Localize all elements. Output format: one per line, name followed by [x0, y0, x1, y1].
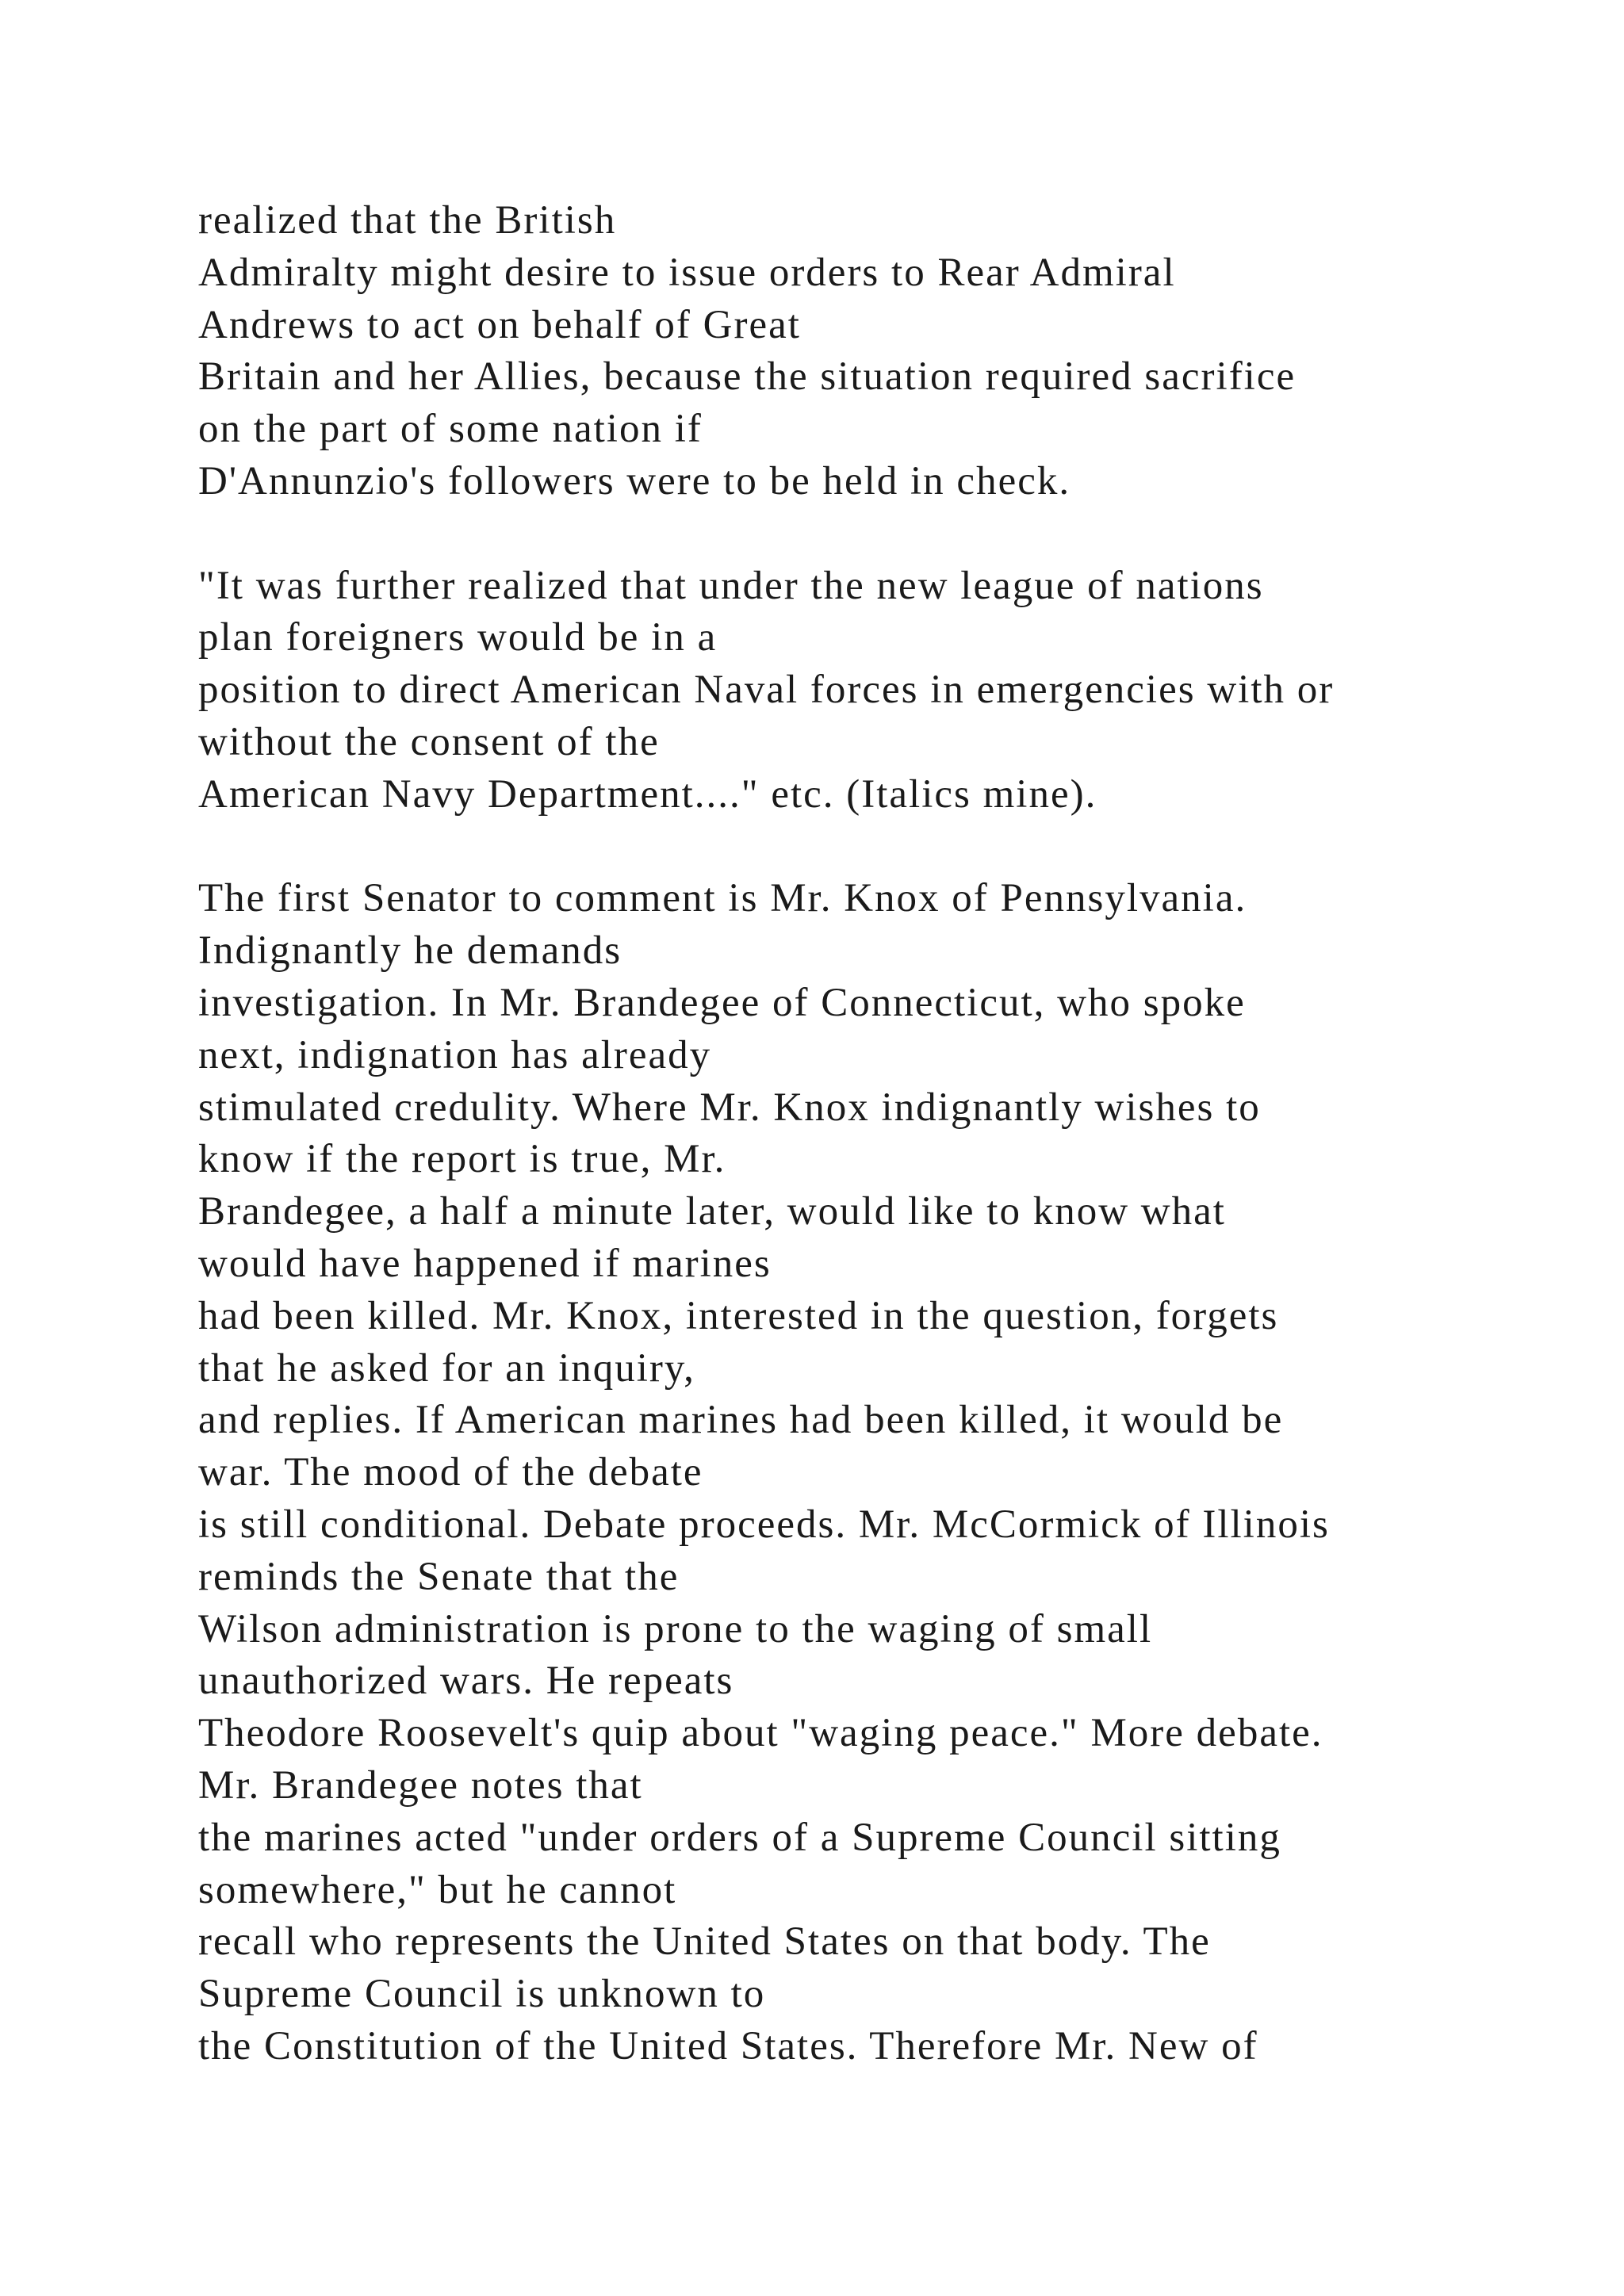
text-line: "It was further realized that under the new league of nations — [198, 563, 1264, 608]
text-line: Supreme Council is unknown to — [198, 1972, 766, 2017]
text-line: know if the report is true, Mr. — [198, 1137, 726, 1182]
text-line: Brandegee, a half a minute later, would like to know what — [198, 1189, 1226, 1234]
text-line: is still conditional. Debate proceeds. Mr. McCormick of Illinois — [198, 1502, 1330, 1547]
text-line: The first Senator to comment is Mr. Knox of Pennsylvania. — [198, 876, 1247, 921]
text-line: that he asked for an inquiry, — [198, 1345, 695, 1391]
paragraph-break — [198, 508, 1594, 561]
text-line: Wilson administration is prone to the waging of small — [198, 1606, 1153, 1651]
text-line: on the part of some nation if — [198, 407, 703, 452]
text-line: somewhere," but he cannot — [198, 1867, 677, 1912]
text-line: Andrews to act on behalf of Great — [198, 302, 801, 347]
text-line: realized that the British — [198, 198, 617, 243]
text-line: had been killed. Mr. Knox, interested in the question, forgets — [198, 1293, 1279, 1338]
paragraph-1 — [198, 195, 1594, 508]
text-line: Mr. Brandegee notes that — [198, 1762, 643, 1808]
text-line: unauthorized wars. He repeats — [198, 1659, 734, 1704]
text-line: Theodore Roosevelt's quip about "waging peace." More debate. — [198, 1711, 1323, 1756]
text-line: stimulated credulity. Where Mr. Knox indignantly wishes to — [198, 1085, 1261, 1130]
text-line: Indignantly he demands — [198, 928, 622, 974]
paragraph-3 — [198, 873, 1594, 2072]
text-line: reminds the Senate that the — [198, 1554, 680, 1599]
text-line: Admiralty might desire to issue orders to Rear Admiral — [198, 250, 1176, 295]
text-line: next, indignation has already — [198, 1032, 712, 1077]
text-line: Britain and her Allies, because the situation required sacrifice — [198, 354, 1297, 400]
text-line: plan foreigners would be in a — [198, 615, 718, 660]
paragraph-break — [198, 821, 1594, 874]
text-line: the marines acted "under orders of a Supreme Council sitting — [198, 1815, 1281, 1860]
text-line: war. The mood of the debate — [198, 1450, 703, 1495]
body-text — [198, 195, 1594, 2073]
text-line: the Constitution of the United States. Therefore Mr. New of — [198, 2023, 1258, 2068]
text-line: without the consent of the — [198, 719, 660, 764]
text-line: recall who represents the United States on that body. The — [198, 1919, 1211, 1965]
text-line: American Navy Department...." etc. (Italics mine). — [198, 771, 1097, 817]
text-line: and replies. If American marines had been killed, it would be — [198, 1398, 1284, 1443]
paragraph-2 — [198, 561, 1594, 821]
text-line: investigation. In Mr. Brandegee of Connecticut, who spoke — [198, 980, 1246, 1025]
text-line: position to direct American Naval forces in emergencies with or — [198, 668, 1335, 713]
text-line: would have happened if marines — [198, 1241, 772, 1286]
text-line: D'Annunzio's followers were to be held in check. — [198, 458, 1071, 503]
